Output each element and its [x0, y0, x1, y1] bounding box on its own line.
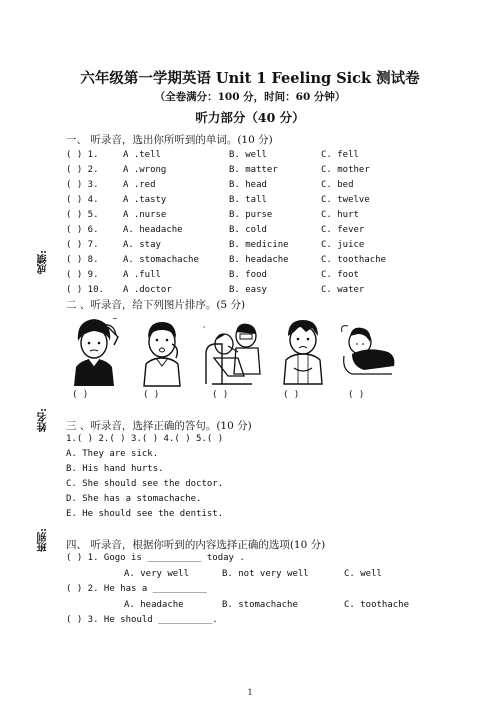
option-c: C. bed [321, 180, 354, 190]
item-number: ( ) 7. [66, 240, 99, 250]
choice-c: C. toothache [344, 600, 410, 610]
choice-a: A. very well [124, 569, 190, 579]
dentist-picture [198, 314, 270, 386]
item-number: ( ) 9. [66, 270, 99, 280]
option-c: C. water [321, 285, 365, 295]
option-b: B. purse [229, 210, 273, 220]
answer-option: E. He should see the dentist. [66, 509, 224, 519]
part-heading: 听力部分（40 分） [195, 110, 305, 125]
answer-option: C. She should see the doctor. [66, 479, 224, 489]
option-a: A .red [123, 180, 156, 190]
name-label: 姓名: [38, 408, 49, 432]
picture-blank[interactable]: ( ) [72, 390, 89, 400]
option-a: A .nurse [123, 210, 167, 220]
item-number: ( ) 8. [66, 255, 99, 265]
item-number: ( ) 10. [66, 285, 104, 295]
option-a: A .wrong [123, 165, 167, 175]
section3-heading: 三 、听录音，选择正确的答句。(10 分) [66, 420, 252, 432]
option-a: A .doctor [123, 285, 172, 295]
item-number: ( ) 3. [66, 180, 99, 190]
option-b: B. headache [229, 255, 289, 265]
option-c: C. foot [321, 270, 359, 280]
item-number: ( ) 5. [66, 210, 99, 220]
page-number: 1 [247, 688, 253, 697]
option-b: B. matter [229, 165, 278, 175]
option-a: A .full [123, 270, 161, 280]
option-b: B. well [229, 150, 267, 160]
class-label: 班别: [38, 528, 49, 552]
boy-stomachache-picture [278, 318, 328, 386]
option-a: A. stomachache [123, 255, 199, 265]
choice-a: A. headache [124, 600, 184, 610]
question-item: ( ) 1. Gogo is __________ today . [66, 553, 245, 563]
boy-toothache-picture [136, 318, 188, 388]
option-c: C. fell [321, 150, 359, 160]
page-subtitle: （全卷满分：100 分，时间：60 分钟） [154, 91, 346, 103]
option-b: B. cold [229, 225, 267, 235]
option-c: C. mother [321, 165, 370, 175]
score-label: 成绩: [38, 250, 49, 274]
option-a: A .tell [123, 150, 161, 160]
option-c: C. hurt [321, 210, 359, 220]
picture-blank[interactable]: ( ) [212, 390, 229, 400]
answer-option: B. His hand hurts. [66, 464, 164, 474]
item-number: ( ) 6. [66, 225, 99, 235]
page-title: 六年级第一学期英语 Unit 1 Feeling Sick 测试卷 [80, 70, 420, 87]
picture-blank[interactable]: ( ) [283, 390, 300, 400]
option-c: C. fever [321, 225, 365, 235]
option-c: C. toothache [321, 255, 387, 265]
section1-heading: 一、 听录音，选出你所听到的单词。(10 分) [66, 134, 273, 146]
option-c: C. twelve [321, 195, 370, 205]
option-b: B. tall [229, 195, 267, 205]
girl-in-bed-picture [338, 320, 398, 380]
item-number: ( ) 4. [66, 195, 99, 205]
option-c: C. juice [321, 240, 365, 250]
option-b: B. medicine [229, 240, 289, 250]
svg-text:¸: ¸ [202, 319, 206, 328]
option-b: B. head [229, 180, 267, 190]
answer-blanks[interactable]: 1.( ) 2.( ) 3.( ) 4.( ) 5.( ) [66, 434, 224, 444]
item-number: ( ) 2. [66, 165, 99, 175]
option-b: B. easy [229, 285, 267, 295]
option-a: A .tasty [123, 195, 167, 205]
question-item: ( ) 2. He has a __________ [66, 584, 207, 594]
answer-option: D. She has a stomachache. [66, 494, 202, 504]
option-a: A. headache [123, 225, 183, 235]
answer-option: A. They are sick. [66, 449, 159, 459]
picture-blank[interactable]: ( ) [348, 390, 365, 400]
option-b: B. food [229, 270, 267, 280]
section2-heading: 二 、听录音，给下列图片排序。(5 分) [66, 299, 246, 311]
picture-blank[interactable]: ( ) [143, 390, 160, 400]
choice-b: B. stomachache [222, 600, 298, 610]
girl-headache-picture [62, 313, 124, 388]
section4-heading: 四、 听录音，根据你听到的内容选择正确的选项(10 分) [66, 539, 326, 551]
item-number: ( ) 1. [66, 150, 99, 160]
choice-b: B. not very well [222, 569, 309, 579]
question-item: ( ) 3. He should __________. [66, 615, 218, 625]
svg-text:~: ~ [112, 315, 118, 323]
choice-c: C. well [344, 569, 382, 579]
option-a: A. stay [123, 240, 161, 250]
